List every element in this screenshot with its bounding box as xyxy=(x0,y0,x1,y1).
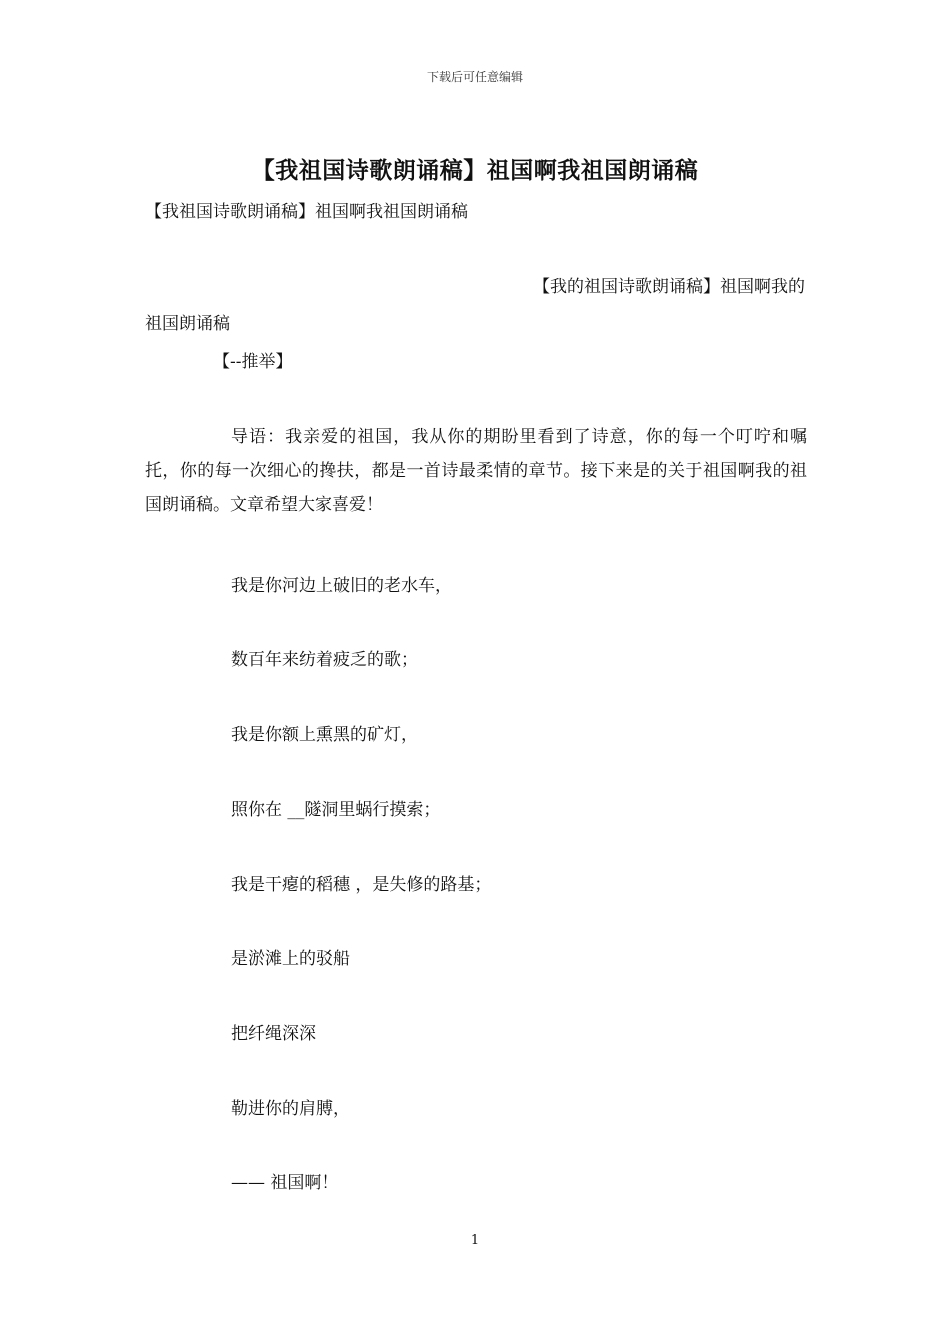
page-number: 1 xyxy=(470,1233,480,1248)
poem-line: 勒进你的肩膊， xyxy=(231,1099,350,1119)
poem-line: 是淤滩上的驳船 xyxy=(231,949,350,969)
poem-line: 我是你额上熏黑的矿灯， xyxy=(231,725,418,745)
section-heading-line-2: 祖国朗诵稿 xyxy=(145,314,230,334)
document-title: 【我祖国诗歌朗诵稿】祖国啊我祖国朗诵稿 xyxy=(251,157,699,184)
poem-line: 照你在 __隧洞里蜗行摸索； xyxy=(231,800,441,820)
intro-paragraph: 导语：我亲爱的祖国，我从你的期盼里看到了诗意，你的每一个叮咛和嘱托，你的每一次细心的搀扶，都是一首诗最柔情的章节。接下来是的关于祖国啊我的祖国朗诵稿。文章希望大家喜爱！ xyxy=(145,427,807,515)
section-heading-line-1: 【我的祖国诗歌朗诵稿】祖国啊我的 xyxy=(533,277,805,297)
subtitle: 【我祖国诗歌朗诵稿】祖国啊我祖国朗诵稿 xyxy=(145,202,468,222)
poem-line: 我是你河边上破旧的老水车， xyxy=(231,576,452,596)
page-header-note: 下载后可任意编辑 xyxy=(426,70,523,84)
poem-line: —— 祖国啊！ xyxy=(231,1173,339,1193)
poem-line: 数百年来纺着疲乏的歌； xyxy=(231,650,418,670)
poem-line: 把纤绳深深 xyxy=(231,1024,316,1044)
poem-line: 我是干瘪的稻穗 ，是失修的路基； xyxy=(231,875,492,895)
recommend-label: 【--推举】 xyxy=(213,352,293,372)
